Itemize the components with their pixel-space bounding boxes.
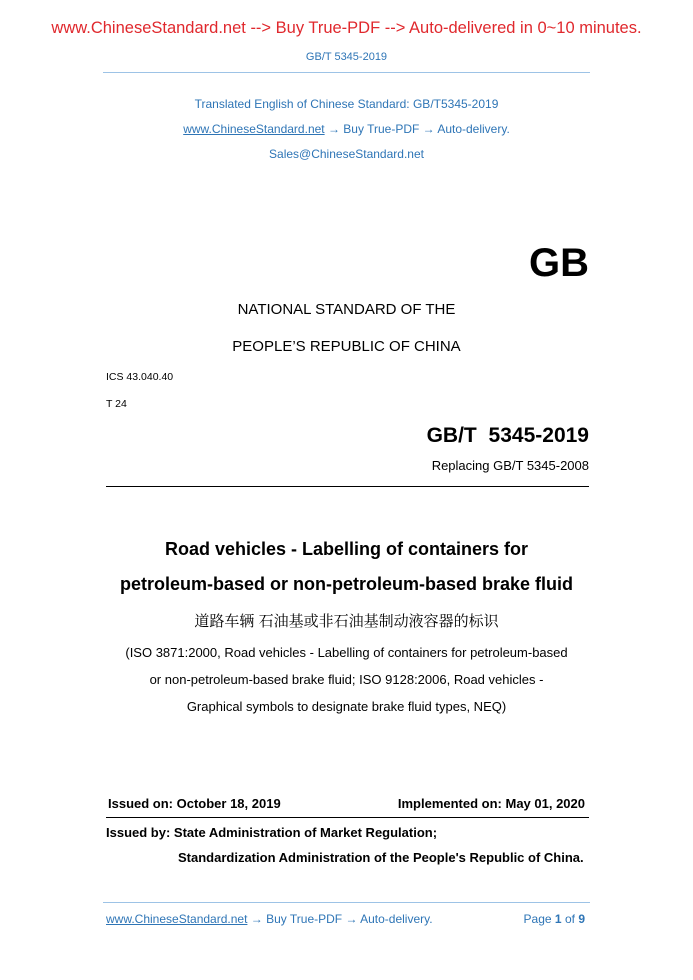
- iso-reference-line2: or non-petroleum-based brake fluid; ISO 9128:2006, Road vehicles -: [149, 672, 544, 687]
- issuer-secondary: Standardization Administration of the People's Republic of China.: [178, 850, 584, 865]
- page-indicator: [524, 912, 585, 926]
- standard-number: GB/T 5345-2019: [426, 424, 589, 447]
- gb-mark: GB: [529, 241, 589, 285]
- title-divider: [106, 486, 589, 487]
- title-line1: Road vehicles - Labelling of containers for: [164, 539, 529, 559]
- national-standard-line2: PEOPLE’S REPUBLIC OF CHINA: [232, 338, 461, 355]
- purchase-text: → Buy True-PDF → Auto-delivery.: [324, 122, 510, 136]
- translation-purchase-line: [0, 122, 693, 136]
- translation-note: Translated English of Chinese Standard: GB/T5345-2019: [194, 97, 499, 111]
- iso-reference-line3: Graphical symbols to designate brake fluid types, NEQ): [186, 699, 507, 714]
- promo-banner[interactable]: www.ChineseStandard.net --> Buy True-PDF --> Auto-delivered in 0~10 minutes.: [51, 19, 642, 37]
- issued-on-date: Issued on: October 18, 2019: [108, 796, 281, 811]
- footer-purchase-line: [106, 912, 433, 926]
- page-total: 9: [578, 912, 585, 926]
- iso-reference-line1: (ISO 3871:2000, Road vehicles - Labelling of containers for petroleum-based: [125, 645, 568, 660]
- page-current: 1: [554, 912, 562, 926]
- page-of: of: [564, 912, 575, 926]
- site-link[interactable]: www.ChineseStandard.net: [183, 122, 325, 136]
- page-label: Page: [523, 912, 552, 926]
- chinese-title: 道路车辆 石油基或非石油基制动液容器的标识: [194, 613, 499, 630]
- dates-divider: [106, 817, 589, 818]
- implemented-on-date: Implemented on: May 01, 2020: [397, 796, 585, 811]
- footer-purchase-text: → Buy True-PDF → Auto-delivery.: [247, 912, 433, 926]
- sales-email[interactable]: Sales@ChineseStandard.net: [269, 147, 424, 161]
- header-standard-code: GB/T 5345-2019: [305, 51, 388, 63]
- header-divider: [103, 72, 590, 73]
- title-line2: petroleum-based or non-petroleum-based brake fluid: [119, 574, 574, 594]
- t-code: T 24: [106, 398, 127, 410]
- footer-site-link[interactable]: www.ChineseStandard.net: [106, 912, 248, 926]
- footer-divider: [103, 902, 590, 903]
- national-standard-line1: NATIONAL STANDARD OF THE: [237, 301, 456, 318]
- replacing-standard: Replacing GB/T 5345-2008: [431, 458, 589, 473]
- ics-code: ICS 43.040.40: [106, 371, 174, 383]
- issued-by: Issued by: State Administration of Market Regulation;: [106, 825, 438, 840]
